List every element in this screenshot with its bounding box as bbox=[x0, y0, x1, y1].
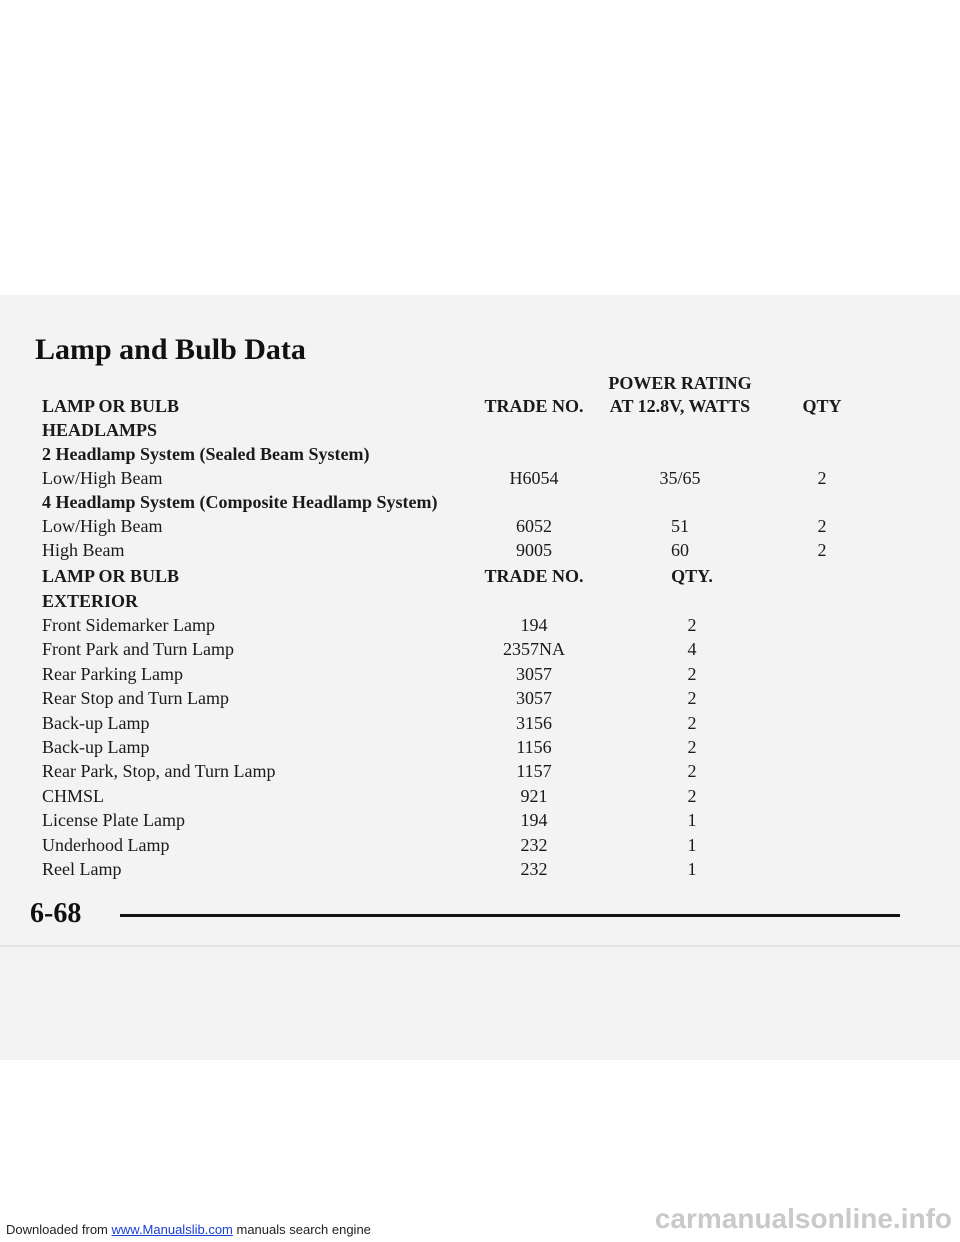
header-power-line1: POWER RATING bbox=[608, 373, 752, 393]
page-number: 6-68 bbox=[30, 898, 82, 929]
table-row-trade: 3057 bbox=[516, 664, 552, 684]
table-row-name: Back-up Lamp bbox=[42, 713, 150, 733]
table-row-name: Back-up Lamp bbox=[42, 737, 150, 757]
header-lamp-2: LAMP OR BULB bbox=[42, 566, 180, 586]
table-row-name: Rear Parking Lamp bbox=[42, 664, 183, 684]
table-row-name: Low/High Beam bbox=[42, 468, 163, 488]
watermark-logo: carmanualsonline.info bbox=[654, 1203, 952, 1234]
table-row-qty: 2 bbox=[817, 516, 827, 536]
table-row-name: Underhood Lamp bbox=[42, 835, 170, 855]
table-row-name: Rear Park, Stop, and Turn Lamp bbox=[42, 761, 276, 781]
table-row-trade: 232 bbox=[520, 859, 548, 879]
table-row-trade: 2357NA bbox=[503, 639, 565, 659]
header-power-line2: AT 12.8V, WATTS bbox=[609, 396, 751, 416]
header-trade-2: TRADE NO. bbox=[484, 566, 584, 586]
table-row-qty: 2 bbox=[687, 664, 697, 684]
table-row-qty: 2 bbox=[687, 615, 697, 635]
table-row-qty: 1 bbox=[687, 835, 697, 855]
table-row-trade: 194 bbox=[520, 810, 548, 830]
manualslib-link[interactable]: www.Manualslib.com bbox=[111, 1222, 233, 1237]
group-2-headlamp: 2 Headlamp System (Sealed Beam System) bbox=[42, 444, 370, 464]
table-row-trade: 1157 bbox=[516, 761, 552, 781]
scan-line bbox=[0, 945, 960, 947]
header-qty: QTY bbox=[802, 396, 842, 416]
download-footer bbox=[6, 1222, 371, 1237]
table-row-name: Front Sidemarker Lamp bbox=[42, 615, 215, 635]
table-row-name: CHMSL bbox=[42, 786, 105, 806]
footer-prefix: Downloaded from bbox=[6, 1222, 112, 1237]
table-row-trade: 194 bbox=[520, 615, 548, 635]
table-row-trade: 921 bbox=[520, 786, 548, 806]
page-rule bbox=[120, 914, 900, 917]
table-row-qty: 2 bbox=[687, 786, 697, 806]
table-row-power: 51 bbox=[671, 516, 689, 536]
group-4-headlamp: 4 Headlamp System (Composite Headlamp System) bbox=[42, 492, 438, 512]
table-row-power: 60 bbox=[671, 540, 689, 560]
table-row-name: Rear Stop and Turn Lamp bbox=[42, 688, 229, 708]
table-row-trade: 3156 bbox=[516, 713, 552, 733]
table-row-name: Front Park and Turn Lamp bbox=[42, 639, 235, 659]
section-exterior: EXTERIOR bbox=[42, 591, 139, 611]
table-row-name: Low/High Beam bbox=[42, 516, 163, 536]
table-row-trade: 3057 bbox=[516, 688, 552, 708]
header-lamp: LAMP OR BULB bbox=[42, 396, 180, 416]
table-row-qty: 2 bbox=[687, 713, 697, 733]
header-qty-2: QTY. bbox=[671, 566, 713, 586]
section-headlamps: HEADLAMPS bbox=[42, 420, 158, 440]
page-title: Lamp and Bulb Data bbox=[35, 333, 306, 366]
table-row-trade: 9005 bbox=[516, 540, 552, 560]
table-row-qty: 4 bbox=[687, 639, 697, 659]
table-row-name: License Plate Lamp bbox=[42, 810, 185, 830]
table-row-qty: 1 bbox=[687, 810, 697, 830]
table-row-trade: 232 bbox=[520, 835, 548, 855]
table-row-qty: 2 bbox=[817, 540, 827, 560]
table-row-trade: 1156 bbox=[516, 737, 552, 757]
table-row-qty: 2 bbox=[687, 688, 697, 708]
header-trade: TRADE NO. bbox=[484, 396, 584, 416]
table-row-qty: 2 bbox=[817, 468, 827, 488]
table-row-trade: 6052 bbox=[516, 516, 552, 536]
table-row-qty: 1 bbox=[687, 859, 697, 879]
table-row-name: High Beam bbox=[42, 540, 125, 560]
table-row-name: Reel Lamp bbox=[42, 859, 122, 879]
table-row-trade: H6054 bbox=[509, 468, 559, 488]
blank-top-area bbox=[0, 0, 960, 295]
table-row-qty: 2 bbox=[687, 761, 697, 781]
table-row-power: 35/65 bbox=[659, 468, 701, 488]
footer-suffix: manuals search engine bbox=[232, 1222, 371, 1237]
table-row-qty: 2 bbox=[687, 737, 697, 757]
